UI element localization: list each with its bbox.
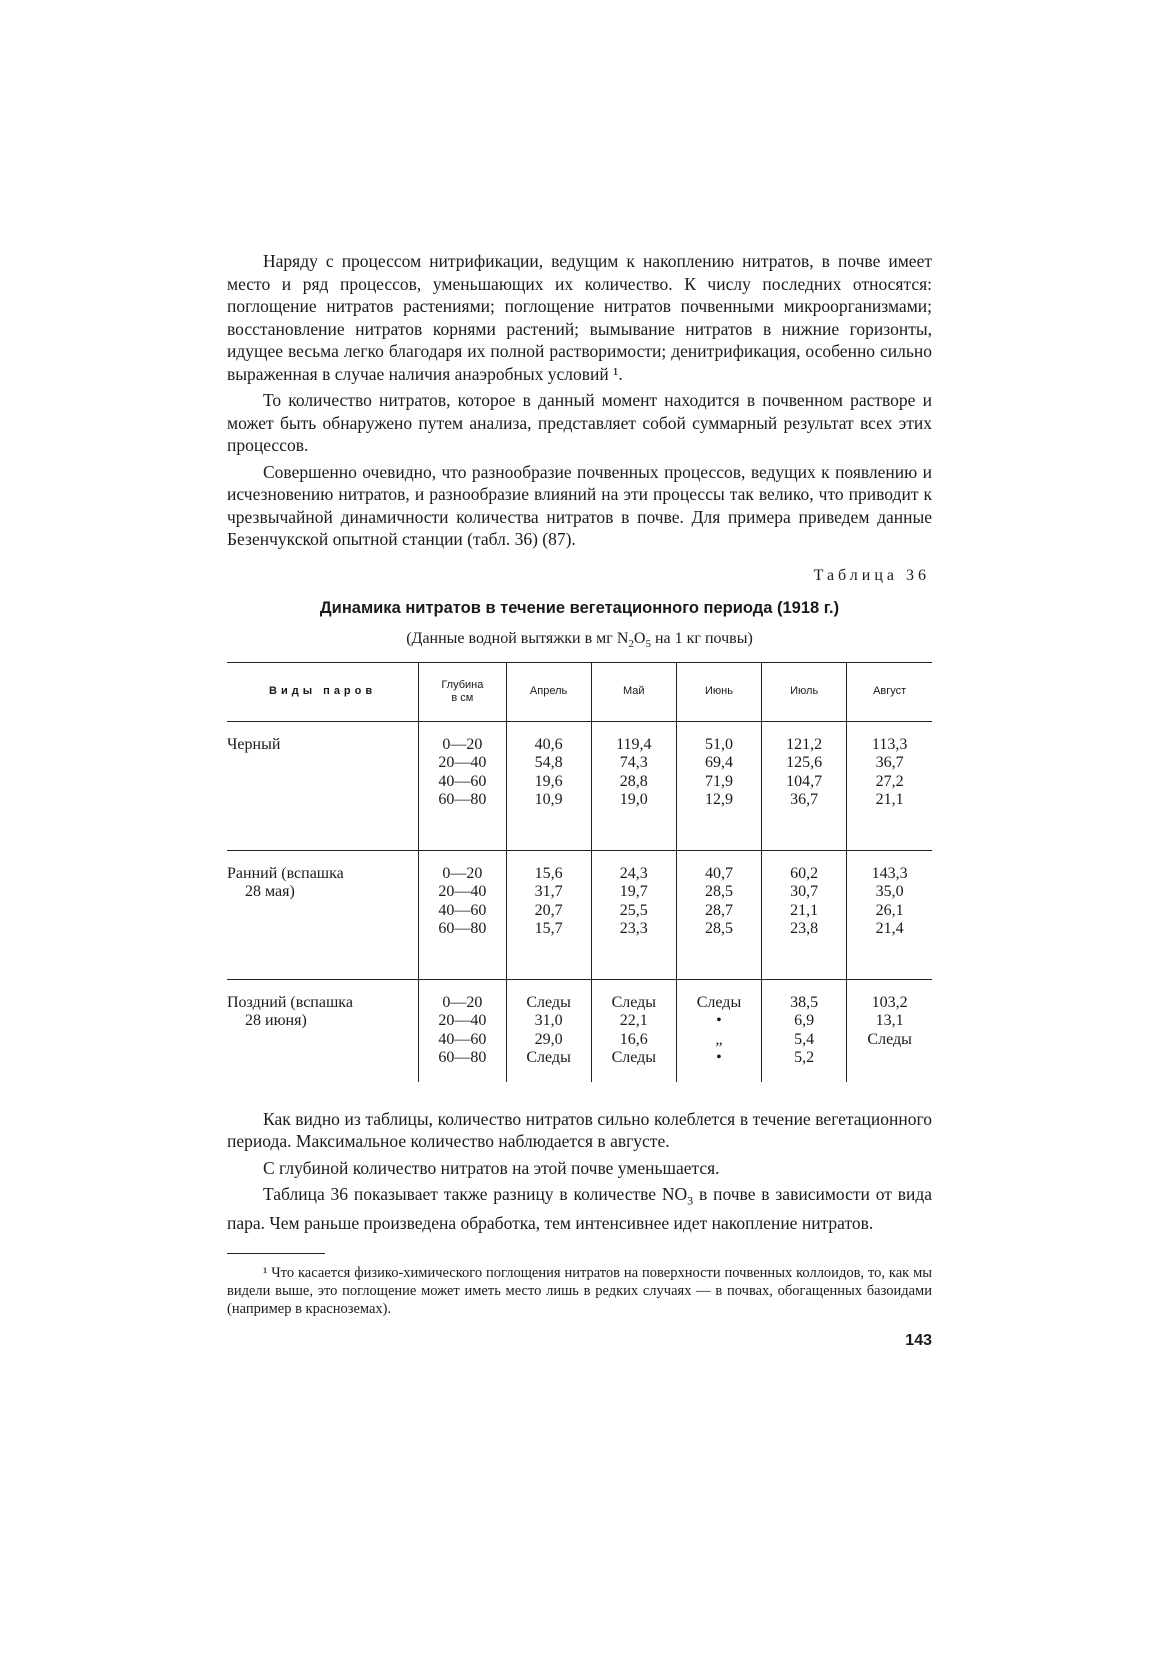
row-type: Черный bbox=[227, 735, 281, 753]
paragraph-nitrification: Наряду с процессом нитрификации, ведущим к накоплению нитратов, в почве имеет место и ряд процессов, уменьшающих их количество. К числу последних относятся: поглощение нитратов растениями; поглощение нитратов почвенными микроорганизмами; восстановление нитратов корнями растений; вымывание нитратов в нижние горизонты, идущее весьма легко благодаря их полной растворимости; денитрификация, особенно сильно выраженная в случае наличия анаэробных условий ¹. bbox=[227, 251, 932, 384]
page-number: 143 bbox=[905, 1331, 932, 1349]
july-cells: 38,5 6,9 5,4 5,2 bbox=[762, 979, 847, 1082]
paragraph-depth-decrease: С глубиной количество нитратов на этой почве уменьшается. bbox=[263, 1157, 720, 1178]
table-title: Динамика нитратов в течение вегетационного периода (1918 г.) bbox=[319, 598, 840, 617]
june-cells: 51,0 69,4 71,9 12,9 bbox=[676, 721, 761, 850]
paragraph-diversity: Совершенно очевидно, что разнообразие почвенных процессов, ведущих к появлению и исчезновению нитратов, и разнообразие влияний на эти процессы так велико, что приводит к чрезвычайной динамичности количества нитратов в почве. Для примера приведем данные Безенчукской опытной станции (табл. 36) (87). bbox=[227, 461, 932, 549]
table-number: Таблица 36 bbox=[813, 566, 930, 584]
header-depth: Глубина в см bbox=[419, 662, 506, 721]
july-cells: 60,2 30,7 21,1 23,8 bbox=[762, 850, 847, 979]
nitrate-dynamics-table bbox=[227, 662, 932, 1082]
row-type: Ранний (вспашка 28 мая) bbox=[227, 850, 419, 979]
header-april: Апрель bbox=[506, 662, 591, 721]
row-type: Поздний (вспашка 28 июня) bbox=[227, 979, 419, 1082]
table-row-black-fallow bbox=[227, 721, 932, 850]
august-cells: 113,3 36,7 27,2 21,1 bbox=[847, 721, 932, 850]
header-fallow-type: Виды паров bbox=[227, 662, 419, 721]
august-cells: 143,3 35,0 26,1 21,4 bbox=[847, 850, 932, 979]
paragraph-fallow-difference: Таблица 36 показывает также разницу в количестве $NO_3$ в почве в зависимости от вида пара. Чем раньше произведена обработка, тем интенсивнее идет накопление нитратов. bbox=[227, 1184, 932, 1234]
june-cells: Следы • „ • bbox=[676, 979, 761, 1082]
depth-cells: 0—20 20—40 40—60 60—80 bbox=[419, 979, 506, 1082]
april-cells: 40,6 54,8 19,6 10,9 bbox=[506, 721, 591, 850]
april-cells: 15,6 31,7 20,7 15,7 bbox=[506, 850, 591, 979]
header-june: Июнь bbox=[676, 662, 761, 721]
july-cells: 121,2 125,6 104,7 36,7 bbox=[762, 721, 847, 850]
header-may: Май bbox=[591, 662, 676, 721]
august-cells: 103,2 13,1 Следы bbox=[847, 979, 932, 1082]
depth-cells: 0—20 20—40 40—60 60—80 bbox=[419, 721, 506, 850]
paragraph-soil-solution: То количество нитратов, которое в данный момент находится в почвенном растворе и может быть обнаружено путем анализа, представляет собой суммарный результат всех этих процессов. bbox=[227, 390, 932, 455]
may-cells: Следы 22,1 16,6 Следы bbox=[591, 979, 676, 1082]
header-august: Август bbox=[847, 662, 932, 721]
april-cells: Следы 31,0 29,0 Следы bbox=[506, 979, 591, 1082]
june-cells: 40,7 28,5 28,7 28,5 bbox=[676, 850, 761, 979]
may-cells: 119,4 74,3 28,8 19,0 bbox=[591, 721, 676, 850]
header-july: Июль bbox=[762, 662, 847, 721]
footnote-divider bbox=[227, 1253, 325, 1254]
table-subtitle: (Данные водной вытяжки в мг $N_2O_5$ на 1 кг почвы) bbox=[406, 629, 753, 650]
footnote: ¹ Что касается физико-химического поглощения нитратов на поверхности почвенных коллоидов, то, как мы видели выше, это поглощение может иметь место лишь в редких случаях — в почвах, обогащенных базоидами (например в красноземах). bbox=[227, 1264, 932, 1317]
table-header-row bbox=[227, 662, 932, 721]
may-cells: 24,3 19,7 25,5 23,3 bbox=[591, 850, 676, 979]
table-row-early-fallow bbox=[227, 850, 932, 979]
paragraph-seasonal-variation: Как видно из таблицы, количество нитратов сильно колеблется в течение вегетационного периода. Максимальное количество наблюдается в августе. bbox=[227, 1108, 932, 1152]
conclusion-section bbox=[227, 1108, 932, 1235]
book-page bbox=[227, 250, 932, 1350]
depth-cells: 0—20 20—40 40—60 60—80 bbox=[419, 850, 506, 979]
table-row-late-fallow bbox=[227, 979, 932, 1082]
